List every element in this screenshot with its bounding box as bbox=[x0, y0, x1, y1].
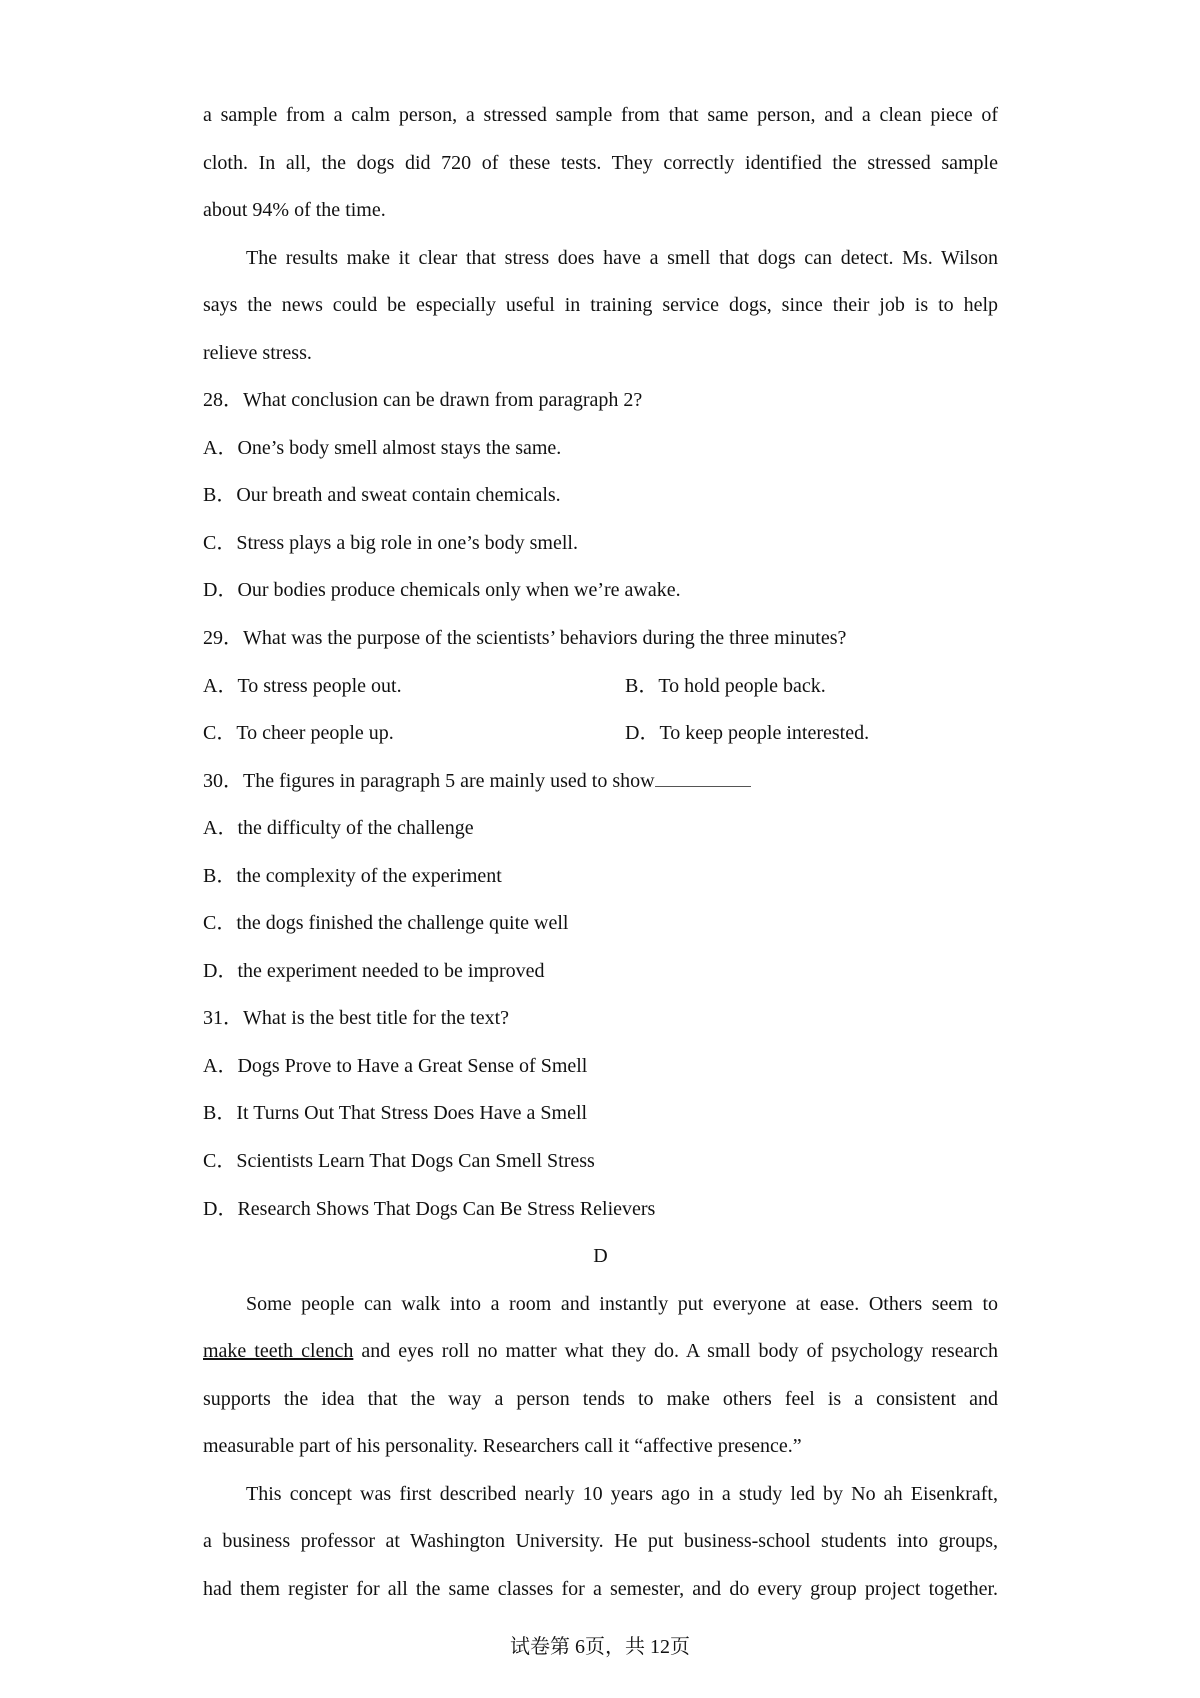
page-footer: 试卷第 6页，共 12页 bbox=[510, 1636, 690, 1658]
option: A．the difficulty of the challenge bbox=[203, 817, 474, 840]
text-line: says the news could be especially useful in training service dogs, since their job is to help bbox=[203, 294, 998, 317]
option: D．Our bodies produce chemicals only when we’re awake. bbox=[203, 579, 681, 602]
text-line: Some people can walk into a room and instantly put everyone at ease. Others seem to bbox=[246, 1292, 998, 1315]
text-line: relieve stress. bbox=[203, 341, 312, 364]
option: C．To cheer people up. bbox=[203, 722, 394, 745]
option: C．Scientists Learn That Dogs Can Smell Stress bbox=[203, 1150, 595, 1173]
text-line: The results make it clear that stress does have a smell that dogs can detect. Ms. Wilson bbox=[246, 246, 998, 269]
answer-blank bbox=[655, 768, 751, 787]
option-row bbox=[203, 710, 998, 758]
option: A．One’s body smell almost stays the same. bbox=[203, 436, 562, 459]
option: C．the dogs finished the challenge quite well bbox=[203, 912, 569, 935]
option: C．Stress plays a big role in one’s body smell. bbox=[203, 531, 578, 554]
question-29-stem: 29．What was the purpose of the scientists’ behaviors during the three minutes? bbox=[203, 627, 847, 650]
option: D．Research Shows That Dogs Can Be Stress Relievers bbox=[203, 1197, 656, 1220]
section-heading: D bbox=[593, 1245, 608, 1268]
option: D．the experiment needed to be improved bbox=[203, 959, 545, 982]
stem-text: 30．The figures in paragraph 5 are mainly used to show bbox=[203, 769, 655, 792]
text-line bbox=[203, 1328, 998, 1376]
option-row bbox=[203, 663, 998, 711]
option: A．Dogs Prove to Have a Great Sense of Smell bbox=[203, 1054, 588, 1077]
text-line: This concept was first described nearly 10 years ago in a study led by No ah Eisenkraft, bbox=[246, 1482, 998, 1505]
underlined-phrase: make teeth clench bbox=[203, 1340, 354, 1363]
text-line: a sample from a calm person, a stressed sample from that same person, and a clean piece of bbox=[203, 104, 998, 126]
option: A．To stress people out. bbox=[203, 674, 402, 697]
text-line: measurable part of his personality. Researchers call it “affective presence.” bbox=[203, 1435, 802, 1458]
text-line: a business professor at Washington University. He put business-school students into groups, bbox=[203, 1530, 998, 1553]
option: B．Our breath and sweat contain chemicals. bbox=[203, 484, 561, 507]
text-line: supports the idea that the way a person tends to make others feel is a consistent and bbox=[203, 1387, 998, 1410]
text-line: about 94% of the time. bbox=[203, 199, 386, 222]
option: B．the complexity of the experiment bbox=[203, 864, 502, 887]
text-line: had them register for all the same classes for a semester, and do every group project together. bbox=[203, 1577, 998, 1600]
text-segment: and eyes roll no matter what they do. A small body of psychology research bbox=[353, 1340, 998, 1363]
question-28-stem: 28．What conclusion can be drawn from paragraph 2? bbox=[203, 389, 643, 412]
question-30-stem bbox=[203, 758, 998, 806]
question-31-stem: 31．What is the best title for the text? bbox=[203, 1007, 510, 1030]
text-line: cloth. In all, the dogs did 720 of these tests. They correctly identified the stressed sample bbox=[203, 151, 998, 174]
page-content bbox=[203, 92, 998, 1614]
option: B．It Turns Out That Stress Does Have a Smell bbox=[203, 1102, 588, 1125]
option: B．To hold people back. bbox=[625, 674, 826, 697]
option: D．To keep people interested. bbox=[625, 722, 870, 745]
